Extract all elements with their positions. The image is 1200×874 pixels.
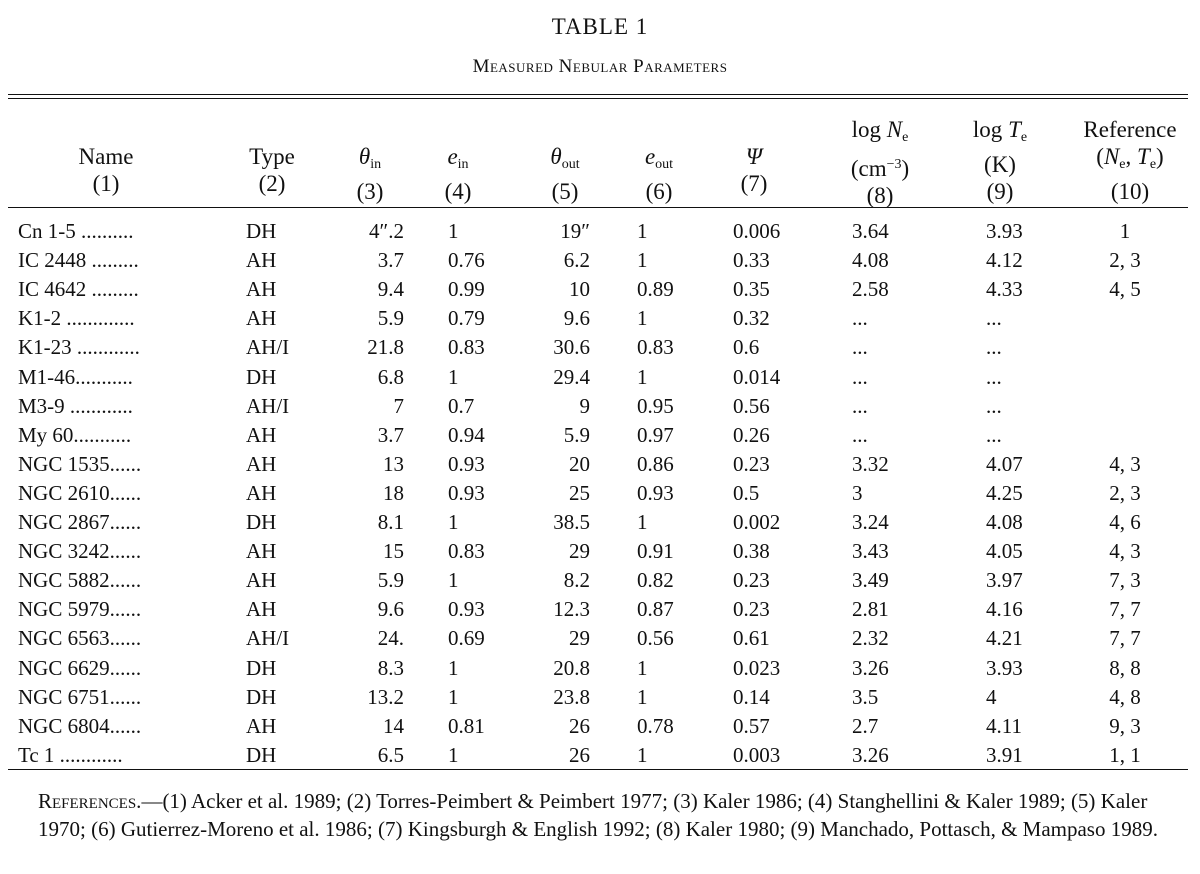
psi-cell: 0.32 xyxy=(733,306,770,331)
object-name-cell: NGC 6751...... xyxy=(18,684,142,709)
object-name-cell: NGC 2867...... xyxy=(18,510,142,534)
log-ne-cell: 3.32 xyxy=(852,451,889,476)
theta-out-cell: 20.8 xyxy=(553,655,590,680)
theta-out-cell: 29 xyxy=(569,626,590,651)
nebula-type-cell: DH xyxy=(246,684,277,709)
log-ne-cell: 3.64 xyxy=(852,219,889,243)
log-te-cell: 4.25 xyxy=(986,480,1023,505)
e-out-cell: 1 xyxy=(637,684,648,709)
header-e-out: $e_{out}$ (6) xyxy=(644,144,674,204)
log-te-cell: ... xyxy=(986,306,1002,331)
theta-in-cell: 14 xyxy=(383,713,404,738)
reference-cell: 1, 1 xyxy=(1109,742,1141,767)
log-te-cell: 4.33 xyxy=(986,277,1023,302)
reference-cell: 9, 3 xyxy=(1109,713,1141,738)
reference-cell: 7, 7 xyxy=(1109,597,1141,622)
e-in-cell: 1 xyxy=(448,510,459,534)
log-te-cell: 4.05 xyxy=(986,539,1023,564)
nebula-type-cell: DH xyxy=(246,219,277,243)
nebula-type-cell: AH xyxy=(246,713,277,738)
reference-cell: 2, 3 xyxy=(1109,248,1141,273)
psi-cell: 0.57 xyxy=(733,713,770,738)
object-name-cell: NGC 1535...... xyxy=(18,451,142,476)
object-name-cell: NGC 6563...... xyxy=(18,626,142,651)
object-name-cell: Tc 1 ............ xyxy=(18,742,123,767)
log-te-cell: 4.11 xyxy=(986,713,1022,738)
header-theta-in: $\theta_{in}$ (3) xyxy=(356,144,384,204)
e-in-cell: 0.79 xyxy=(448,306,485,331)
references-note: References.—(1) Acker et al. 1989; (2) Torres-Peimbert & Peimbert 1977; (3) Kaler 1986; (4) Stanghellini & Kaler 1989; (5) Kaler 1970; (6) Gutierrez-Moreno et al. 1986; (7) Kingsburgh & English 1992; (8) Kaler 1980; (9) Manchado, Pottasch, & Mampaso 1989. xyxy=(38,789,1158,841)
object-name-cell: K1-2 ............. xyxy=(18,306,135,331)
log-ne-cell: 3.43 xyxy=(852,539,889,564)
log-te-cell: 4.16 xyxy=(986,597,1023,622)
references-lead: References. xyxy=(38,789,142,813)
theta-out-cell: 26 xyxy=(569,713,590,738)
log-ne-cell: ... xyxy=(852,306,868,331)
log-ne-cell: ... xyxy=(852,422,868,447)
theta-out-cell: 26 xyxy=(569,742,590,767)
e-in-cell: 0.93 xyxy=(448,597,485,622)
psi-cell: 0.6 xyxy=(733,335,760,360)
theta-out-cell: 19″ xyxy=(560,219,590,243)
theta-out-cell: 30.6 xyxy=(553,335,590,360)
object-name-cell: NGC 6629...... xyxy=(18,655,142,680)
psi-cell: 0.33 xyxy=(733,248,770,273)
e-out-cell: 0.86 xyxy=(637,451,674,476)
table-row xyxy=(0,248,1200,277)
e-in-cell: 0.99 xyxy=(448,277,485,302)
e-in-cell: 1 xyxy=(448,742,459,767)
log-ne-cell: 2.58 xyxy=(852,277,889,302)
log-te-cell: 3.91 xyxy=(986,742,1023,767)
table-row xyxy=(0,394,1200,423)
theta-out-cell: 38.5 xyxy=(553,510,590,534)
table-title: TABLE 1 xyxy=(551,14,649,39)
e-out-cell: 1 xyxy=(637,364,648,389)
theta-in-cell: 24. xyxy=(377,626,404,651)
log-ne-cell: 3 xyxy=(852,480,863,505)
bottom-rule xyxy=(8,769,1188,770)
psi-cell: 0.35 xyxy=(733,277,770,302)
nebula-type-cell: AH xyxy=(246,422,277,447)
nebula-type-cell: AH xyxy=(246,539,277,564)
e-out-cell: 0.82 xyxy=(637,568,674,593)
table-row xyxy=(0,656,1200,685)
e-out-cell: 0.56 xyxy=(637,626,674,651)
log-ne-cell: 3.24 xyxy=(852,510,889,534)
psi-cell: 0.003 xyxy=(733,742,781,767)
header-e-in: $e_{in}$ (4) xyxy=(444,144,472,204)
log-ne-cell: 2.81 xyxy=(852,597,889,622)
object-name-cell: NGC 2610...... xyxy=(18,480,142,505)
log-ne-cell: 3.26 xyxy=(852,655,889,680)
table-row xyxy=(0,510,1200,539)
psi-cell: 0.002 xyxy=(733,510,781,534)
header-rule xyxy=(8,207,1188,208)
nebula-type-cell: AH xyxy=(246,248,277,273)
table-row xyxy=(0,365,1200,394)
log-te-cell: 3.93 xyxy=(986,655,1023,680)
object-name-cell: My 60........... xyxy=(18,422,132,447)
e-out-cell: 0.93 xyxy=(637,480,674,505)
theta-in-cell: 13.2 xyxy=(367,684,404,709)
theta-in-cell: 8.3 xyxy=(377,655,404,680)
log-te-cell: 3.97 xyxy=(986,568,1023,593)
psi-cell: 0.61 xyxy=(733,626,770,651)
e-in-cell: 0.83 xyxy=(448,335,485,360)
e-out-cell: 0.89 xyxy=(637,277,674,302)
psi-cell: 0.006 xyxy=(733,219,781,243)
e-in-cell: 1 xyxy=(448,655,459,680)
e-in-cell: 0.93 xyxy=(448,451,485,476)
reference-cell: 4, 6 xyxy=(1109,510,1141,534)
e-out-cell: 1 xyxy=(637,219,648,243)
header-name: Name (1) xyxy=(78,144,134,196)
theta-in-cell: 15 xyxy=(383,539,404,564)
theta-out-cell: 9.6 xyxy=(563,306,590,331)
psi-cell: 0.56 xyxy=(733,393,770,418)
theta-in-cell: 5.9 xyxy=(377,306,404,331)
object-name-cell: Cn 1-5 .......... xyxy=(18,219,134,243)
psi-cell: 0.26 xyxy=(733,422,770,447)
reference-cell: 4, 8 xyxy=(1109,684,1141,709)
log-te-cell: 4.21 xyxy=(986,626,1023,651)
references-text: (1) Acker et al. 1989; (2) Torres-Peimbert & Peimbert 1977; (3) Kaler 1986; (4) Stanghellini & Kaler 1989; (5) Kaler 1970; (6) Gutierrez-Moreno et al. 1986; (7) Kingsburgh & English 1992; (8) Kaler 1980; (9) Manchado, Pottasch, & Mampaso 1989. xyxy=(38,789,1158,841)
object-name-cell: K1-23 ............ xyxy=(18,335,140,360)
log-te-cell: 4 xyxy=(986,684,997,709)
log-ne-cell: 2.32 xyxy=(852,626,889,651)
object-name-cell: IC 4642 ......... xyxy=(18,277,139,302)
object-name-cell: M1-46........... xyxy=(18,364,133,389)
e-in-cell: 1 xyxy=(448,684,459,709)
theta-out-cell: 25 xyxy=(569,480,590,505)
theta-out-cell: 23.8 xyxy=(553,684,590,709)
theta-in-cell: 6.5 xyxy=(377,742,404,767)
table-row xyxy=(0,626,1200,655)
table-row xyxy=(0,539,1200,568)
theta-in-cell: 7 xyxy=(393,393,404,418)
log-te-cell: ... xyxy=(986,393,1002,418)
theta-in-cell: 3.7 xyxy=(377,422,404,447)
nebula-type-cell: AH xyxy=(246,306,277,331)
theta-out-cell: 8.2 xyxy=(563,568,590,593)
psi-cell: 0.14 xyxy=(733,684,770,709)
nebula-type-cell: AH xyxy=(246,568,277,593)
log-ne-cell: 3.5 xyxy=(852,684,879,709)
nebula-type-cell: DH xyxy=(246,655,277,680)
theta-in-cell: 4″.2 xyxy=(369,219,404,243)
log-ne-cell: 3.26 xyxy=(852,742,889,767)
log-ne-cell: 3.49 xyxy=(852,568,889,593)
nebula-type-cell: AH xyxy=(246,451,277,476)
reference-cell: 4, 5 xyxy=(1109,277,1141,302)
table-row xyxy=(0,219,1200,248)
theta-in-cell: 3.7 xyxy=(377,248,404,273)
theta-out-cell: 10 xyxy=(569,277,590,302)
log-te-cell: 4.07 xyxy=(986,451,1023,476)
nebula-type-cell: DH xyxy=(246,364,277,389)
object-name-cell: NGC 6804...... xyxy=(18,713,142,738)
theta-in-cell: 18 xyxy=(383,480,404,505)
theta-out-cell: 29.4 xyxy=(553,364,590,389)
table-row xyxy=(0,481,1200,510)
table-row xyxy=(0,277,1200,306)
table-row xyxy=(0,452,1200,481)
top-rule-2 xyxy=(8,98,1188,99)
e-in-cell: 0.83 xyxy=(448,539,485,564)
nebula-type-cell: AH/I xyxy=(246,393,290,418)
reference-cell: 4, 3 xyxy=(1109,539,1141,564)
theta-out-cell: 29 xyxy=(569,539,590,564)
theta-in-cell: 13 xyxy=(383,451,404,476)
log-te-cell: 4.08 xyxy=(986,510,1023,534)
log-te-cell: 3.93 xyxy=(986,219,1023,243)
theta-in-cell: 21.8 xyxy=(367,335,404,360)
e-in-cell: 0.94 xyxy=(448,422,485,447)
object-name-cell: NGC 3242...... xyxy=(18,539,142,564)
header-theta-out: $\theta_{out}$ (5) xyxy=(550,144,580,204)
psi-cell: 0.023 xyxy=(733,655,781,680)
e-in-cell: 0.93 xyxy=(448,480,485,505)
theta-in-cell: 5.9 xyxy=(377,568,404,593)
nebula-type-cell: AH xyxy=(246,277,277,302)
reference-cell: 8, 8 xyxy=(1109,655,1141,680)
e-out-cell: 1 xyxy=(637,248,648,273)
log-ne-cell: 4.08 xyxy=(852,248,889,273)
theta-in-cell: 8.1 xyxy=(377,510,404,534)
e-out-cell: 0.97 xyxy=(637,422,674,447)
e-out-cell: 1 xyxy=(637,306,648,331)
table-row xyxy=(0,335,1200,364)
e-out-cell: 0.78 xyxy=(637,713,674,738)
theta-in-cell: 9.4 xyxy=(377,277,404,302)
log-te-cell: ... xyxy=(986,364,1002,389)
e-in-cell: 0.81 xyxy=(448,713,485,738)
object-name-cell: IC 2448 ......... xyxy=(18,248,139,273)
table-row xyxy=(0,597,1200,626)
psi-cell: 0.5 xyxy=(733,480,760,505)
object-name-cell: NGC 5979...... xyxy=(18,597,142,622)
object-name-cell: NGC 5882...... xyxy=(18,568,142,593)
psi-cell: 0.23 xyxy=(733,568,770,593)
reference-cell: 1 xyxy=(1119,219,1131,243)
log-ne-cell: ... xyxy=(852,393,868,418)
e-out-cell: 0.83 xyxy=(637,335,674,360)
e-in-cell: 1 xyxy=(448,364,459,389)
log-ne-cell: ... xyxy=(852,335,868,360)
table-row xyxy=(0,685,1200,714)
nebula-type-cell: DH xyxy=(246,742,277,767)
e-in-cell: 0.76 xyxy=(448,248,485,273)
theta-in-cell: 9.6 xyxy=(377,597,404,622)
e-in-cell: 0.69 xyxy=(448,626,485,651)
log-ne-cell: ... xyxy=(852,364,868,389)
theta-out-cell: 9 xyxy=(579,393,590,418)
table-row xyxy=(0,423,1200,452)
reference-cell: 7, 7 xyxy=(1109,626,1141,651)
header-reference: Reference ($N_e$, $T_e$) (10) xyxy=(1083,117,1177,204)
nebula-type-cell: DH xyxy=(246,510,277,534)
nebula-type-cell: AH xyxy=(246,480,277,505)
psi-cell: 0.23 xyxy=(733,451,770,476)
psi-cell: 0.23 xyxy=(733,597,770,622)
log-te-cell: ... xyxy=(986,335,1002,360)
e-out-cell: 1 xyxy=(637,510,648,534)
table-row xyxy=(0,714,1200,743)
table-row xyxy=(0,306,1200,335)
table-row xyxy=(0,568,1200,597)
header-type: Type (2) xyxy=(249,144,295,196)
header-psi: Ψ (7) xyxy=(740,144,768,196)
table-row xyxy=(0,743,1200,772)
psi-cell: 0.014 xyxy=(733,364,781,389)
reference-cell: 7, 3 xyxy=(1109,568,1141,593)
theta-out-cell: 20 xyxy=(569,451,590,476)
log-te-cell: 4.12 xyxy=(986,248,1023,273)
psi-cell: 0.38 xyxy=(733,539,770,564)
e-in-cell: 1 xyxy=(448,568,459,593)
nebula-type-cell: AH/I xyxy=(246,626,290,651)
e-out-cell: 1 xyxy=(637,655,648,680)
table-subtitle: Measured Nebular Parameters xyxy=(472,56,728,77)
theta-out-cell: 12.3 xyxy=(553,597,590,622)
log-ne-cell: 2.7 xyxy=(852,713,879,738)
theta-in-cell: 6.8 xyxy=(377,364,404,389)
log-te-cell: ... xyxy=(986,422,1002,447)
e-out-cell: 0.91 xyxy=(637,539,674,564)
header-log-te: $\log T_e$ (K) (9) xyxy=(972,117,1028,204)
e-out-cell: 0.95 xyxy=(637,393,674,418)
reference-cell: 4, 3 xyxy=(1109,451,1141,476)
e-out-cell: 1 xyxy=(637,742,648,767)
e-in-cell: 1 xyxy=(448,219,459,243)
nebula-type-cell: AH xyxy=(246,597,277,622)
nebula-type-cell: AH/I xyxy=(246,335,290,360)
top-rule xyxy=(8,94,1188,95)
theta-out-cell: 6.2 xyxy=(563,248,590,273)
header-log-ne: $\log N_e$ $(cm^{-3})$ (8) xyxy=(850,117,910,208)
object-name-cell: M3-9 ............ xyxy=(18,393,133,418)
e-out-cell: 0.87 xyxy=(637,597,674,622)
e-in-cell: 0.7 xyxy=(448,393,475,418)
theta-out-cell: 5.9 xyxy=(563,422,590,447)
reference-cell: 2, 3 xyxy=(1109,480,1141,505)
